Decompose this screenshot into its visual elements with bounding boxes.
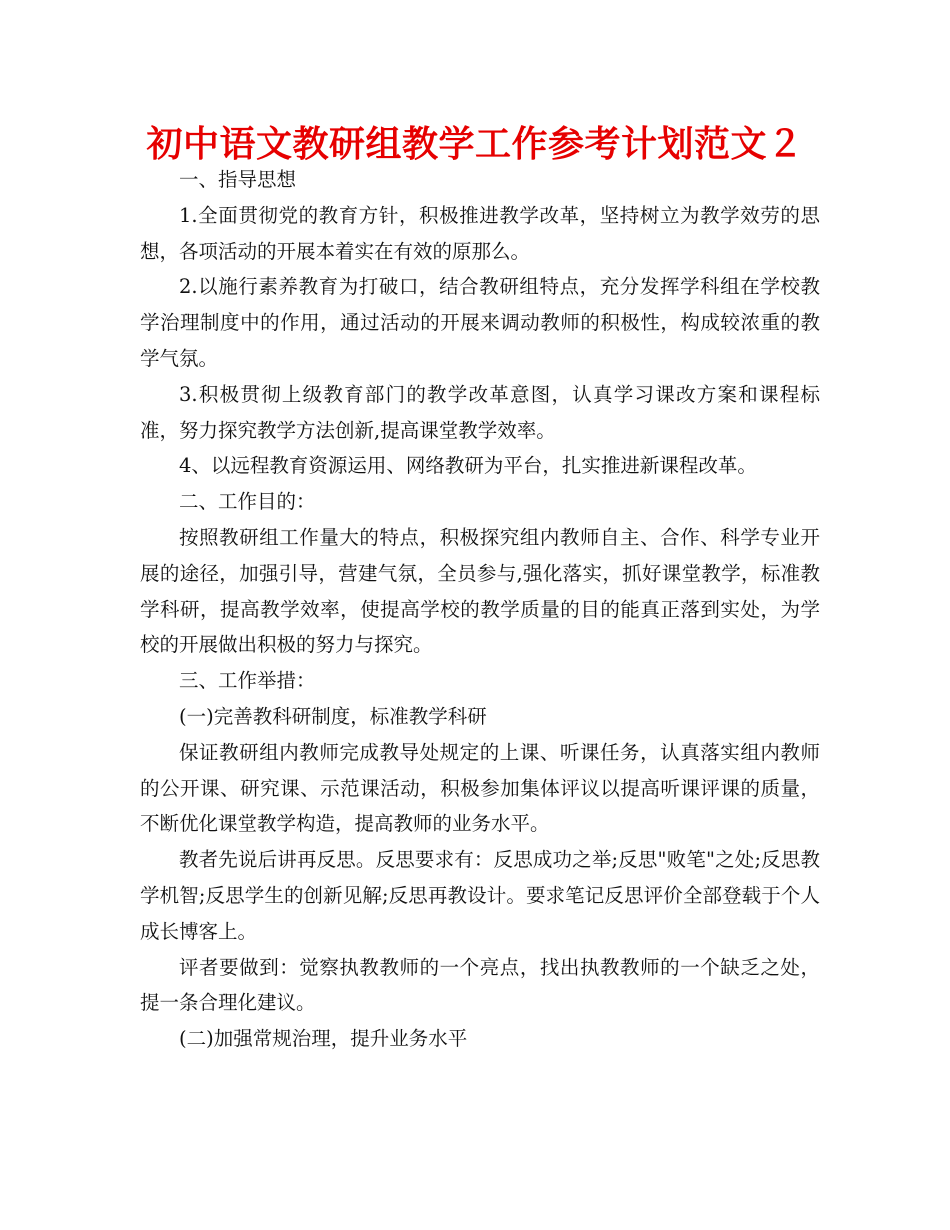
paragraph: 评者要做到：觉察执教教师的一个亮点，找出执教教师的一个缺乏之处，提一条合理化建议。 (140, 955, 820, 1015)
paragraph: 4、以远程教育资源运用、网络教研为平台，扎实推进新课程改革。 (179, 454, 757, 478)
section-heading-work-measures: 三、工作举措： (179, 669, 316, 693)
paragraph: 保证教研组内教师完成教导处规定的上课、听课任务，认真落实组内教师的公开课、研究课、示范课活动，积极参加集体评议以提高听课评课的质量，不断优化课堂教学构造，提高教师的业务水平。 (140, 740, 820, 836)
document-body (140, 162, 820, 1057)
subsection-heading: (二)加强常规治理，提升业务水平 (179, 1027, 468, 1051)
section-heading-guiding-thought: 一、指导思想 (179, 168, 297, 191)
document-title: 初中语文教研组教学工作参考计划范文２ (146, 124, 804, 165)
paragraph: 1.全面贯彻党的教育方针，积极推进教学改革，坚持树立为教学效劳的思想，各项活动的开展本着实在有效的原那么。 (140, 203, 820, 263)
paragraph: 3.积极贯彻上级教育部门的教学改革意图，认真学习课改方案和课程标准，努力探究教学方法创新,提高课堂教学效率。 (140, 382, 820, 442)
section-heading-work-goals: 二、工作目的： (179, 490, 316, 514)
paragraph: 教者先说后讲再反思。反思要求有：反思成功之举;反思"败笔"之处;反思教学机智;反思学生的创新见解;反思再教设计。要求笔记反思评价全部登载于个人成长博客上。 (140, 848, 820, 943)
paragraph: 按照教研组工作量大的特点，积极探究组内教师自主、合作、科学专业开展的途径，加强引导，营建气氛，全员参与,强化落实，抓好课堂教学，标准教学科研，提高教学效率，使提高学校的教学质量的目的能真正落到实处，为学校的开展做出积极的努力与探究。 (140, 525, 820, 657)
subsection-heading: (一)完善教科研制度，标准教学科研 (179, 704, 487, 728)
paragraph: 2.以施行素养教育为打破口，结合教研组特点，充分发挥学科组在学校教学治理制度中的作用，通过活动的开展来调动教师的积极性，构成较浓重的教学气氛。 (140, 275, 820, 370)
